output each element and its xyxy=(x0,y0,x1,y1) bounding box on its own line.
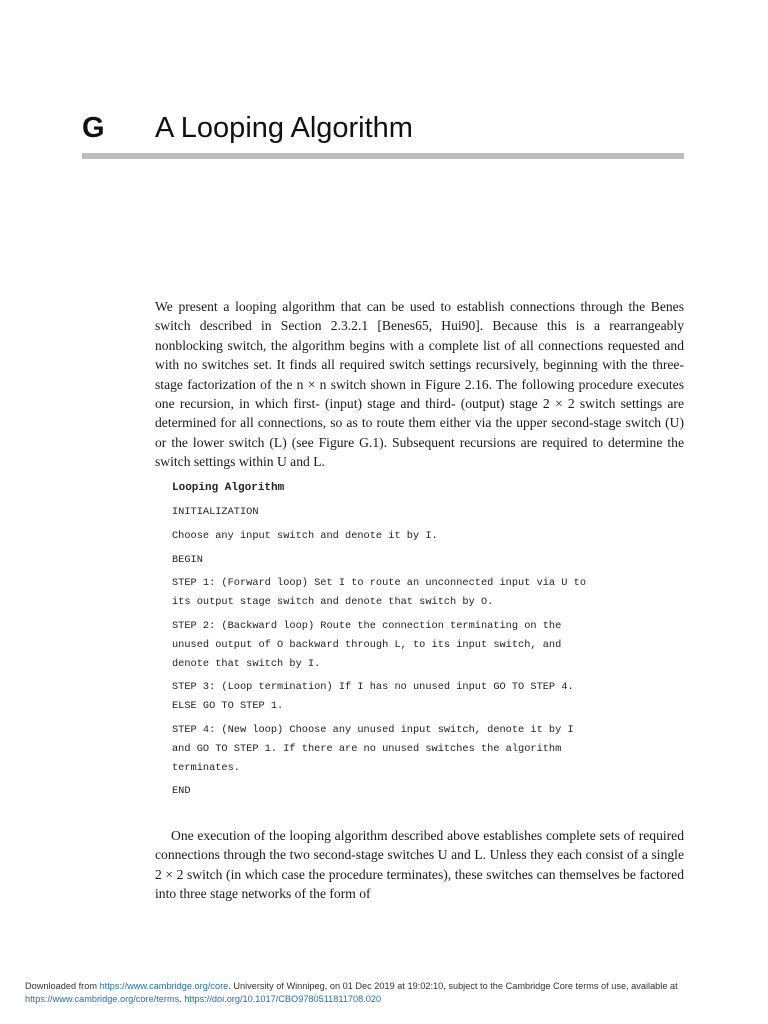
algorithm-line-initialization: INITIALIZATION xyxy=(172,506,259,518)
algorithm-block xyxy=(172,482,672,806)
chapter-rule xyxy=(82,153,684,159)
chapter-letter: G xyxy=(82,112,105,144)
download-footer xyxy=(25,980,747,1005)
footer-link-core[interactable]: https://www.cambridge.org/core xyxy=(99,981,229,991)
footer-prefix: Downloaded from xyxy=(25,981,100,991)
algorithm-step-3: STEP 3: (Loop termination) If I has no unused input GO TO STEP 4. ELSE GO TO STEP 1. xyxy=(172,681,574,713)
algorithm-heading: Looping Algorithm xyxy=(172,482,285,494)
footer-link-doi[interactable]: https://doi.org/10.1017/CBO9780511811708.020 xyxy=(184,993,382,1004)
footer-separator: . xyxy=(179,993,185,1004)
algorithm-line-end: END xyxy=(172,785,191,798)
footer-middle: . University of Winnipeg, on 01 Dec 2019 at 19:02:10, subject to the Cambridge Core terms of use, available at xyxy=(228,981,678,991)
intro-paragraph: We present a looping algorithm that can be used to establish connections through the Benes switch described in Section 2.3.2.1 [Benes65, Hui90]. Because this is a rearrangeably nonblocking switch, the algorithm begins with a complete list of all connections requested and with no switches set. It finds all required switch settings recursively, beginning with the three-stage factorization of the n × n switch shown in Figure 2.16. The following procedure executes one recursion, in which first- (input) stage and third- (output) stage 2 × 2 switch settings are determined for all connections, so as to route them either via the upper second-stage switch (U) or the lower switch (L) (see Figure G.1). Subsequent recursions are required to determine the switch settings within U and L. xyxy=(155,299,684,470)
chapter-title: A Looping Algorithm xyxy=(155,112,413,144)
footer-link-terms[interactable]: https://www.cambridge.org/core/terms xyxy=(25,993,180,1004)
algorithm-step-1: STEP 1: (Forward loop) Set I to route an unconnected input via U to its output stage switch and denote that switch by O. xyxy=(172,577,587,609)
algorithm-line-begin: BEGIN xyxy=(172,553,203,566)
algorithm-step-2: STEP 2: (Backward loop) Route the connection terminating on the unused output of O backward through L, to its input switch, and denote that switch by I. xyxy=(172,619,562,670)
algorithm-line-choose: Choose any input switch and denote it by I. xyxy=(172,529,438,542)
closing-paragraph: One execution of the looping algorithm described above establishes complete sets of required connections through the two second-stage switches U and L. Unless they each consist of a single 2 × 2 switch (in which case the procedure terminates), these switches can themselves be factored into three stage networks of the form of xyxy=(155,828,684,902)
algorithm-step-4: STEP 4: (New loop) Choose any unused input switch, denote it by I and GO TO STEP 1. If there are no unused switches the algorithm terminates. xyxy=(172,723,574,774)
